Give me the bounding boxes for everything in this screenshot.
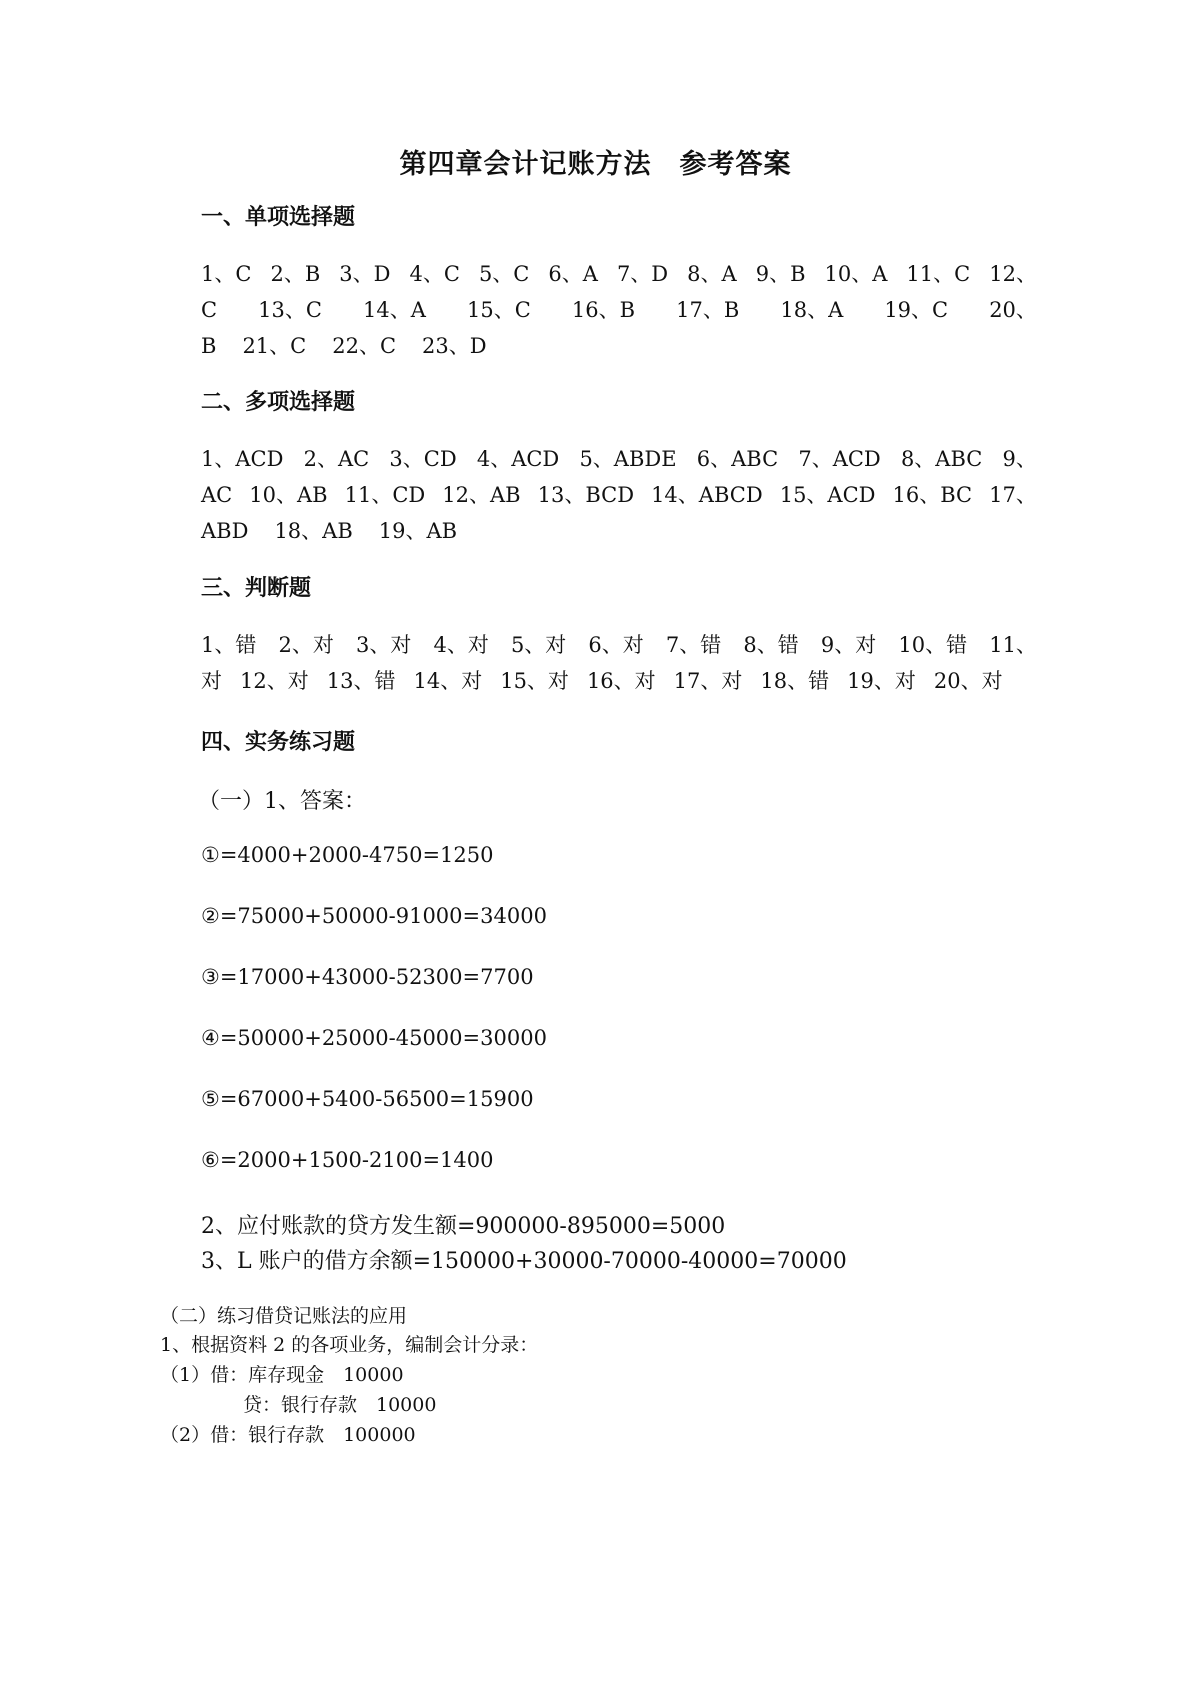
answer-line xyxy=(201,256,1037,292)
answer-line xyxy=(201,292,1037,328)
answer-item: 3、对 xyxy=(355,633,412,657)
answer-item: 12、 xyxy=(989,262,1037,286)
answer-item: 12、对 xyxy=(240,669,309,693)
answer-item: 2、B xyxy=(270,262,321,286)
section-heading-multiple-choice: 二、多项选择题 xyxy=(201,390,356,415)
answer-item: 3、CD xyxy=(389,447,457,471)
answer-item: 15、对 xyxy=(500,669,569,693)
answer-item: 23、D xyxy=(422,334,487,358)
answer-line xyxy=(201,441,1037,477)
answer-item: 4、C xyxy=(409,262,460,286)
answer-item: 4、ACD xyxy=(476,447,560,471)
answer-item: 1、C xyxy=(201,262,252,286)
answer-item: 对 xyxy=(201,669,222,693)
answer-item: 5、C xyxy=(478,262,530,286)
answer-item: 11、CD xyxy=(344,483,426,507)
practice-answer-3: 3、L 账户的借方余额=150000+30000-70000-40000=70000 xyxy=(201,1249,847,1274)
answer-item: 6、对 xyxy=(588,633,644,657)
answer-item: 17、B xyxy=(676,298,740,322)
answer-item: 5、对 xyxy=(510,633,567,657)
answer-item: 8、ABC xyxy=(900,447,983,471)
answer-item: 13、BCD xyxy=(537,483,635,507)
answer-item: 13、C xyxy=(258,298,322,322)
answer-line xyxy=(201,663,1037,699)
page-title: 第四章会计记账方法 参考答案 xyxy=(399,149,792,180)
answer-item: C xyxy=(201,298,218,322)
answer-item: 11、 xyxy=(989,633,1037,657)
formula-1: ①=4000+2000-4750=1250 xyxy=(201,843,494,867)
answer-item: 16、对 xyxy=(586,669,656,693)
answer-item: 3、D xyxy=(339,262,391,286)
answer-item: 19、对 xyxy=(847,669,916,693)
true-false-answers xyxy=(201,627,1037,699)
answer-line xyxy=(201,513,1037,549)
journal-entry: （1）借：库存现金 10000 xyxy=(160,1364,404,1386)
journal-entry: （2）借：银行存款 100000 xyxy=(160,1424,416,1446)
answer-line xyxy=(201,477,1037,513)
practice-answer-2: 2、应付账款的贷方发生额=900000-895000=5000 xyxy=(201,1214,726,1239)
formula-5: ⑤=67000+5400-56500=15900 xyxy=(201,1087,534,1111)
answer-item: 14、A xyxy=(363,298,426,322)
answer-item: 14、ABCD xyxy=(651,483,763,507)
answer-item: 5、ABDE xyxy=(579,447,677,471)
answer-line xyxy=(201,627,1037,663)
formula-3: ③=17000+43000-52300=7700 xyxy=(201,965,534,989)
answer-item: 7、ACD xyxy=(798,447,881,471)
answer-item: 11、C xyxy=(906,262,971,286)
formula-4: ④=50000+25000-45000=30000 xyxy=(201,1026,547,1050)
answer-item: 19、AB xyxy=(378,519,458,543)
practice-part1-label: （一）1、答案： xyxy=(198,789,366,814)
answer-item: 20、 xyxy=(989,298,1037,322)
answer-item: AC xyxy=(201,483,233,507)
answer-item: 18、错 xyxy=(760,669,830,693)
answer-item: 10、A xyxy=(824,262,888,286)
formula-2: ②=75000+50000-91000=34000 xyxy=(201,904,547,928)
answer-item: ABD xyxy=(201,519,249,543)
answer-item: 7、D xyxy=(616,262,669,286)
answer-item: 9、对 xyxy=(820,633,877,657)
multiple-choice-answers xyxy=(201,441,1037,549)
practice-part2-label: （二）练习借贷记账法的应用 xyxy=(160,1305,408,1327)
section-heading-practice: 四、实务练习题 xyxy=(201,730,356,755)
answer-item: 12、AB xyxy=(442,483,521,507)
section-heading-single-choice: 一、单项选择题 xyxy=(201,205,356,230)
practice-part2-intro: 1、根据资料 2 的各项业务，编制会计分录： xyxy=(160,1334,539,1356)
answer-item: 13、错 xyxy=(326,669,396,693)
answer-item: 8、A xyxy=(687,262,737,286)
formula-6: ⑥=2000+1500-2100=1400 xyxy=(201,1148,494,1172)
answer-item: 10、错 xyxy=(898,633,968,657)
answer-item: 2、对 xyxy=(278,633,334,657)
single-choice-answers xyxy=(201,256,1037,364)
answer-item: 15、C xyxy=(467,298,531,322)
answer-item: 18、AB xyxy=(274,519,353,543)
answer-item: 20、对 xyxy=(933,669,1003,693)
answer-item: 22、C xyxy=(332,334,397,358)
answer-item: 1、错 xyxy=(201,633,257,657)
answer-item: 2、AC xyxy=(303,447,370,471)
answer-item: 17、对 xyxy=(673,669,743,693)
journal-entry: 贷：银行存款 10000 xyxy=(243,1394,437,1416)
answer-line xyxy=(201,328,1037,364)
answer-item: 16、BC xyxy=(892,483,973,507)
answer-item: 21、C xyxy=(242,334,307,358)
answer-item: 1、ACD xyxy=(201,447,284,471)
answer-item: 17、 xyxy=(989,483,1037,507)
answer-item: 9、 xyxy=(1002,447,1037,471)
answer-item: 4、对 xyxy=(433,633,489,657)
answer-item: 8、错 xyxy=(743,633,799,657)
answer-item: 9、B xyxy=(755,262,806,286)
answer-item: 19、C xyxy=(884,298,949,322)
answer-item: B xyxy=(201,334,217,358)
answer-item: 6、A xyxy=(548,262,598,286)
answer-item: 7、错 xyxy=(665,633,722,657)
answer-item: 16、B xyxy=(571,298,636,322)
answer-item: 15、ACD xyxy=(779,483,876,507)
answer-item: 14、对 xyxy=(413,669,483,693)
answer-item: 10、AB xyxy=(249,483,328,507)
answer-item: 6、ABC xyxy=(696,447,779,471)
section-heading-true-false: 三、判断题 xyxy=(201,576,312,601)
answer-item: 18、A xyxy=(780,298,844,322)
